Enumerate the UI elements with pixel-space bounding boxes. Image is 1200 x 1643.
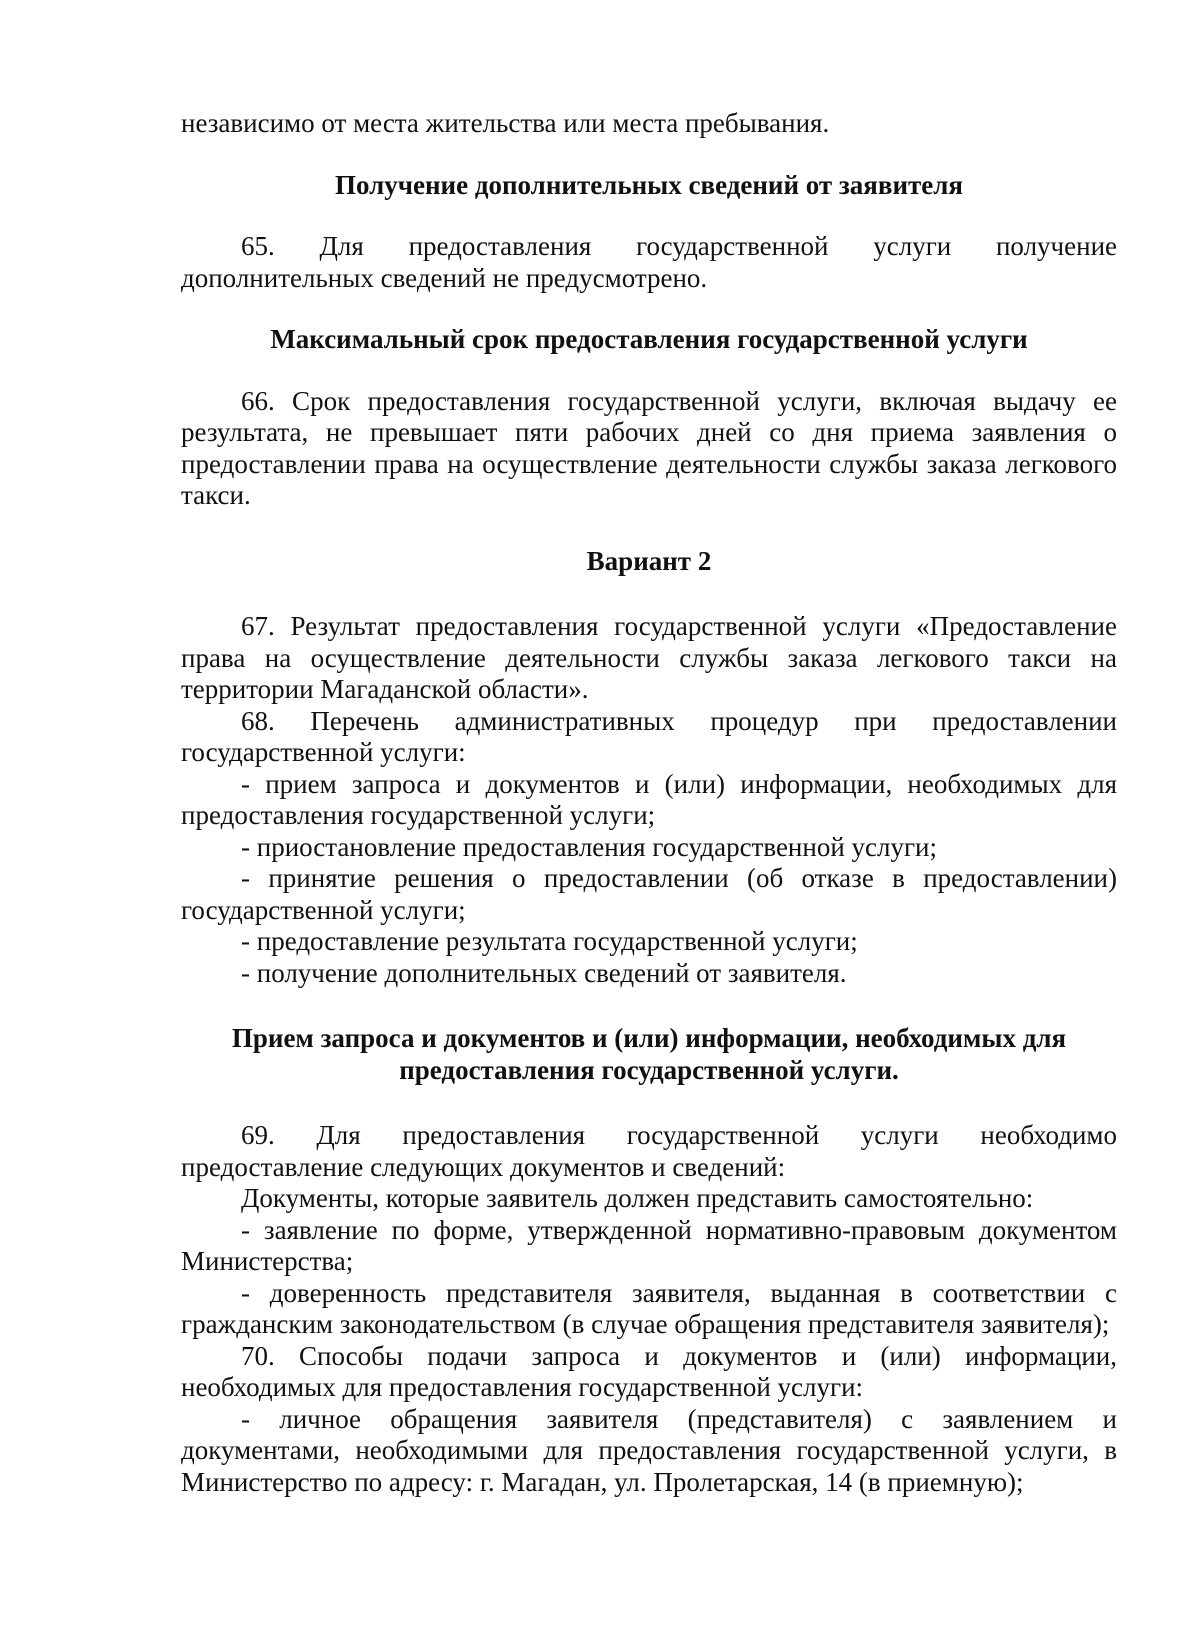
paragraph-69-subheading: Документы, которые заявитель должен представить самостоятельно: (241, 1183, 1034, 1213)
list-item: - принятие решения о предоставлении (об отказе в предоставлении) государственной услуги; (181, 863, 1117, 925)
heading-variant: Вариант 2 (586, 545, 712, 576)
heading-max-term: Максимальный срок предоставления государственной услуги (270, 324, 1028, 354)
heading-reception-line1: Прием запроса и документов и (или) информации, необходимых для (231, 1023, 1067, 1053)
list-item: - заявление по форме, утвержденной нормативно-правовым документом Министерства; (181, 1214, 1117, 1276)
list-item: - предоставление результата государственной услуги; (241, 926, 858, 956)
list-item: - приостановление предоставления государственной услуги; (241, 831, 938, 862)
paragraph-70: 70. Способы подачи запроса и документов и (или) информации, необходимых для предоставления государственной услуги: (181, 1340, 1117, 1402)
paragraph-69: 69. Для предоставления государственной услуги необходимо предоставление следующих документов и сведений: (181, 1120, 1117, 1182)
list-item: - получение дополнительных сведений от заявителя. (241, 957, 847, 988)
paragraph-66: 66. Срок предоставления государственной услуги, включая выдачу ее результата, не превышает пяти рабочих дней со дня приема заявления о предоставлении права на осуществление деятельности службы заказа легкового такси. (181, 385, 1117, 510)
heading-reception-line2: предоставления государственной услуги. (399, 1054, 899, 1085)
document-page (181, 108, 1117, 1498)
paragraph-intro: независимо от места жительства или места пребывания. (181, 108, 830, 138)
paragraph-65: 65. Для предоставления государственной услуги получение дополнительных сведений не предусмотрено. (181, 231, 1117, 293)
heading-reception (181, 1023, 1117, 1086)
paragraph-68: 68. Перечень административных процедур при предоставлении государственной услуги: (181, 705, 1117, 767)
list-item: - прием запроса и документов и (или) информации, необходимых для предоставления государственной услуги; (181, 768, 1117, 830)
paragraph-67: 67. Результат предоставления государственной услуги «Предоставление права на осуществление деятельности службы заказа легкового такси на территории Магаданской области». (181, 611, 1117, 704)
heading-additional-info: Получение дополнительных сведений от заявителя (334, 169, 964, 200)
list-item: - личное обращения заявителя (представителя) с заявлением и документами, необходимыми для предоставления государственной услуги, в Министерство по адресу: г. Магадан, ул. Пролетарская, 14 (в приемную); (181, 1403, 1117, 1497)
list-item: - доверенность представителя заявителя, выданная в соответствии с гражданским законодательством (в случае обращения представителя заявителя); (181, 1277, 1117, 1339)
